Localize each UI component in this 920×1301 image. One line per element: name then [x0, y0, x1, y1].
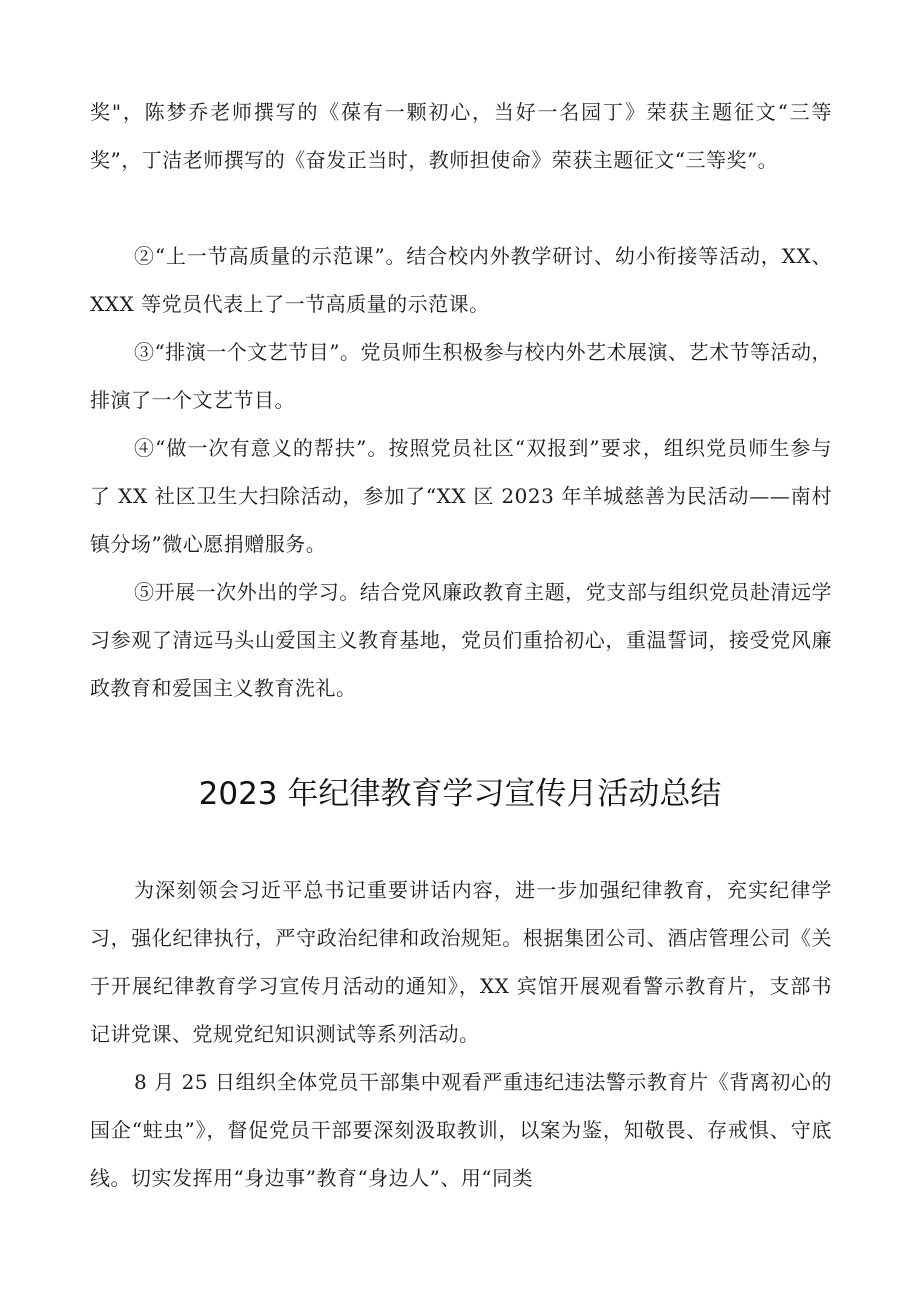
- article-paragraph-intro: 为深刻领会习近平总书记重要讲话内容，进一步加强纪律教育，充实纪律学习，强化纪律执行，严守政治纪律和政治规矩。根据集团公司、酒店管理公司《关于开展纪律教育学习宣传月活动的通知》，XX 宾馆开展观看警示教育片，支部书记讲党课、党规党纪知识测试等系列活动。: [90, 878, 832, 1046]
- article-title: 2023 年纪律教育学习宣传月活动总结: [198, 776, 722, 812]
- list-item-art-performance: ③“排演一个文艺节目”。党员师生积极参与校内外艺术展演、艺术节等活动，排演了一个文艺节目。: [90, 340, 832, 412]
- article-paragraph-warning-film: 8 月 25 日组织全体党员干部集中观看严重违纪违法警示教育片《背离初心的国企“蛀虫”》，督促党员干部要深刻汲取教训，以案为鉴，知敬畏、存戒惧、守底线。切实发挥用“身边事”教育“身边人”、用“同类: [90, 1070, 832, 1190]
- continued-paragraph: 奖"，陈梦乔老师撰写的《葆有一颗初心，当好一名园丁》荣获主题征文“三等奖”，丁洁老师撰写的《奋发正当时，教师担使命》荣获主题征文“三等奖”。: [90, 100, 832, 172]
- list-item-community-help: ④“做一次有意义的帮扶”。按照党员社区“双报到”要求，组织党员师生参与了 XX 社区卫生大扫除活动，参加了“XX 区 2023 年羊城慈善为民活动——南村镇分场”微心愿捐赠服务。: [90, 436, 832, 556]
- list-item-study-trip: ⑤开展一次外出的学习。结合党风廉政教育主题，党支部与组织党员赴清远学习参观了清远马头山爱国主义教育基地，党员们重拾初心，重温誓词，接受党风廉政教育和爱国主义教育洗礼。: [90, 580, 832, 700]
- list-item-demo-class: ②“上一节高质量的示范课”。结合校内外教学研讨、幼小衔接等活动，XX、XXX 等党员代表上了一节高质量的示范课。: [90, 244, 832, 316]
